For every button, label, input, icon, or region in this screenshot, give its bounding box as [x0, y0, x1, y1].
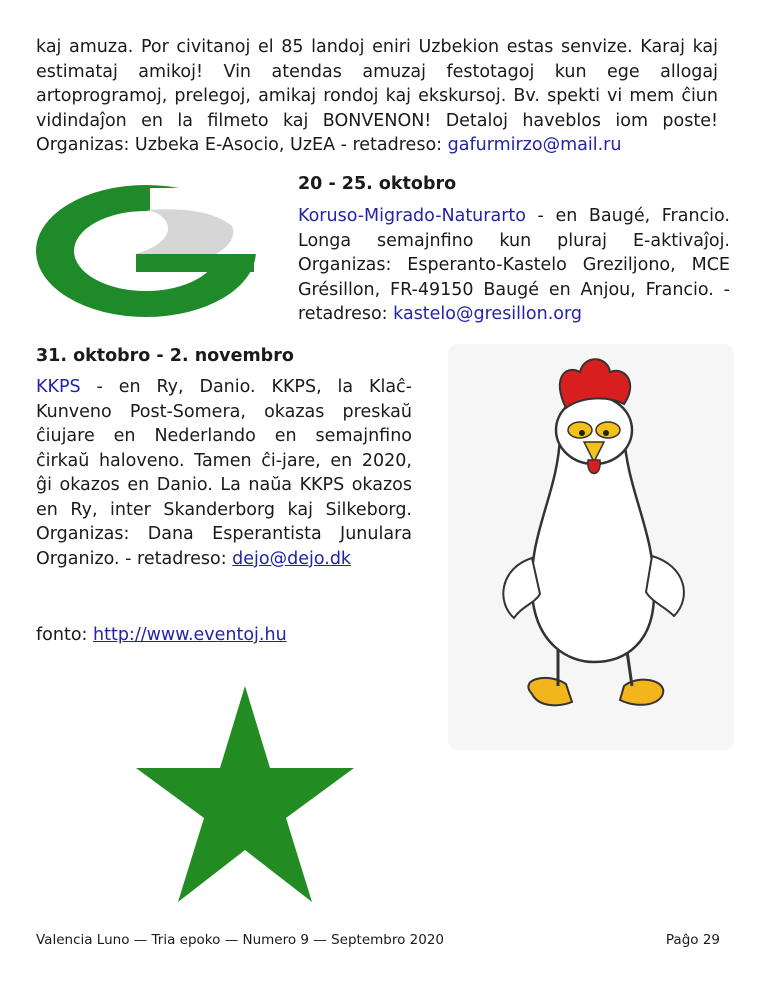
- event-link-kkps[interactable]: KKPS: [36, 377, 81, 397]
- text-line: Organizas: Esperanto-Kastelo Greziljono, MCE: [298, 255, 730, 275]
- text-line: kaj amuza. Por civitanoj el 85 landoj eniri Uzbekion estas senvize. Karaj kaj: [36, 37, 718, 57]
- source-label: fonto:: [36, 625, 93, 645]
- page-number: Paĝo 29: [665, 932, 720, 948]
- event-link-koruso[interactable]: Koruso-Migrado-Naturarto: [298, 206, 526, 226]
- text-line: [36, 375, 412, 400]
- event-description: [298, 204, 730, 327]
- text-line: [298, 204, 730, 229]
- event-location: - en Baugé, Francio.: [525, 206, 730, 226]
- footer-publication: Valencia Luno — Tria epoko — Numero 9 — Septembro 2020: [36, 932, 444, 948]
- text-line: [298, 302, 730, 327]
- text-line: Longa semajnfino kun pluraj E-aktivaĵoj.: [298, 230, 730, 251]
- event-date-heading: 31. oktobro - 2. novembro: [36, 346, 294, 366]
- event-date-heading: 20 - 25. oktobro: [298, 174, 457, 194]
- source-url-link[interactable]: http://www.eventoj.hu: [93, 625, 287, 645]
- organizer-text: Organizas: Uzbeka E-Asocio, UzEA - retadreso:: [36, 135, 448, 155]
- text-line: artoprogramoj, prelegoj, amikaj rondoj kaj ekskursoj. Bv. spekti vi mem ĉiun: [36, 86, 718, 106]
- text-line: [36, 133, 718, 158]
- text-line: vidindaĵon en la filmeto kaj BONVENON! Detaloj haveblos iom poste!: [36, 110, 718, 131]
- text-line: [36, 547, 412, 572]
- text-line: ĉirkaŭ haloveno. Tamen ĉi-jare, en 2020,: [36, 450, 412, 471]
- organizer-text: Organizo. - retadreso:: [36, 548, 233, 569]
- text-line: en Ry, inter Skanderborg kaj Silkeborg.: [36, 499, 412, 520]
- esperanto-star-icon: [134, 684, 356, 904]
- rooster-illustration: [448, 344, 734, 750]
- intro-paragraph: [36, 35, 718, 158]
- event-description: [36, 375, 412, 571]
- text-line: Grésillon, FR-49150 Baugé en Anjou, Francio. -: [298, 279, 730, 300]
- organizer-text: retadreso:: [298, 304, 394, 324]
- text-line: Organizas: Dana Esperantista Junulara: [36, 524, 412, 544]
- gresillon-logo: [32, 180, 260, 322]
- email-link-uzea[interactable]: gafurmirzo@mail.ru: [447, 135, 622, 155]
- event-location: - en Ry, Danio. KKPS, la Klaĉ-: [80, 377, 412, 397]
- text-line: Kunveno Post-Somera, okazas preskaŭ: [36, 401, 412, 422]
- text-line: ĉiujare en Nederlando en semajnfino: [36, 426, 412, 446]
- source-line: [36, 625, 287, 645]
- text-line: estimataj amikoj! Vin atendas amuzaj festotagoj kun ege allogaj: [36, 61, 718, 82]
- email-link-gresillon[interactable]: kastelo@gresillon.org: [393, 304, 582, 324]
- email-link-dejo[interactable]: dejo@dejo.dk: [232, 548, 352, 569]
- text-line: ĝi okazos en Danio. La naŭa KKPS okazos: [36, 475, 412, 495]
